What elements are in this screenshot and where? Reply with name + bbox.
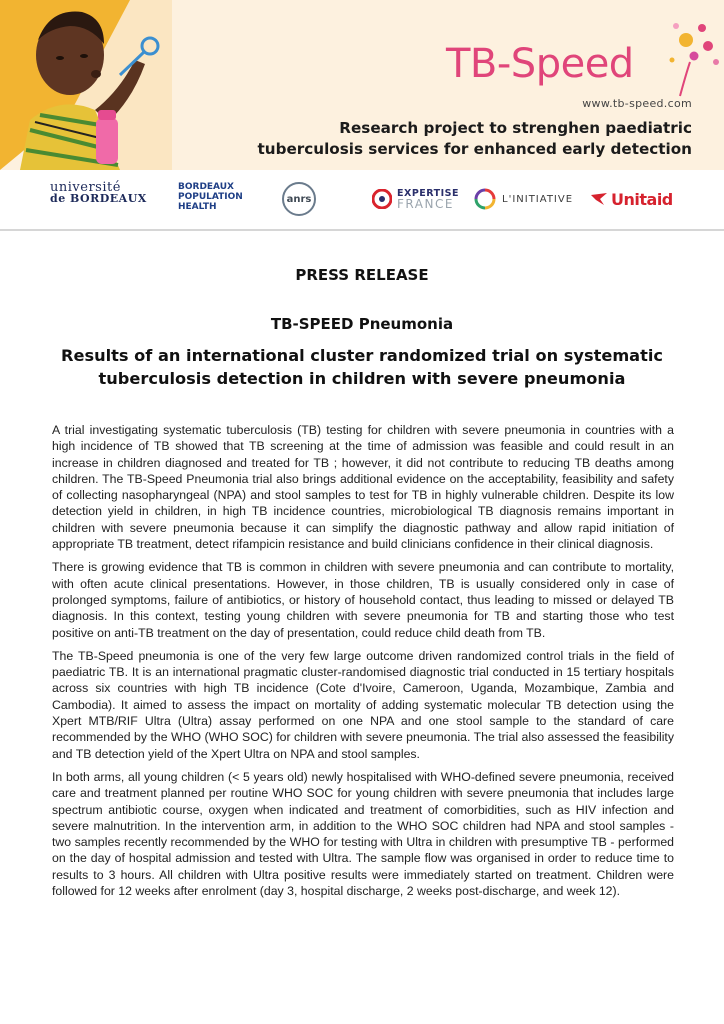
document-subtitle: TB-SPEED Pneumonia [270, 315, 454, 333]
initiative-ring-icon [474, 188, 496, 210]
unitaid-logo: Unitaid [590, 182, 673, 216]
partner-logos [0, 170, 724, 228]
paragraph: The TB-Speed pneumonia is one of the very few large outcome driven randomized control trials in the field of paediatric TB. It is an international pragmatic cluster-randomised diagnostic trial conducted in 15 tertiary hospitals across six countries with high TB incidence (Cote d'Ivoire, Cameroon, Uganda, Mozambique, Zambia and Cambodia). It aimed to assess the impact on mortality of adding systematic molecular TB detection using the Xpert MTB/RIF Ultra (Ultra) assay performed on one NPA and one stool sample to the standard of care recommended by the WHO (WHO SOC) for children with severe pneumonia. The trial also assessed the feasibility and TB detection yield of the Xpert Ultra on NPA and stool samples. [52, 648, 674, 761]
body-content [52, 422, 674, 906]
header-banner [0, 0, 724, 170]
title-line-1: Results of an international cluster randomized trial on systematic [61, 346, 663, 365]
l-initiative-logo: L'INITIATIVE [474, 182, 573, 216]
project-tagline [258, 118, 692, 160]
header-divider [0, 229, 724, 231]
expertise-france-logo: EXPERTISE FRANCE [372, 182, 459, 216]
expertise-france-icon [372, 189, 392, 209]
universite-bordeaux-logo: université de BORDEAUX [50, 180, 147, 205]
paragraph: There is growing evidence that TB is common in children with severe pneumonia and can contribute to mortality, with often acute clinical presentations. However, in those children, TB is usually considered only in case of prolonged symptoms, failure of antibiotics, or history of household contact, thus leading to missed or delayed TB diagnosis. In this context, testing young children with severe pneumonia for TB and starting those who test positive on anti-TB treatment on the day of presentation, could reduce child death from TB. [52, 560, 674, 640]
paragraph: A trial investigating systematic tuberculosis (TB) testing for children with severe pneumonia in countries with a high incidence of TB showed that TB screening at the time of admission was feasible and could result in an increase in children diagnosed and treated for TB ; however, it did not contribute to reducing TB deaths among children. The TB-Speed Pneumonia trial also brings additional evidence on the acceptability, feasibility and safety of collecting nasopharyngeal (NPA) and stool samples to test for TB in highly vulnerable children. Despite its low detection yield in children, in high TB incidence countries, microbiological TB diagnosis remains important in children with severe pneumonia because it can simplify the diagnostic pathway and allow rapid initiation of appropriate TB treatment, detect rifampicin resistance and build clinicians confidence in their clinical diagnosis. [52, 423, 674, 552]
tb-speed-logo [440, 18, 724, 98]
bubbles-icon [650, 18, 724, 98]
child-photo [0, 0, 172, 170]
bordeaux-population-health-logo: BORDEAUX POPULATION HEALTH [178, 182, 243, 212]
tagline-line-2: tuberculosis services for enhanced early detection [257, 140, 692, 158]
document-title [0, 344, 724, 390]
unitaid-swoosh-icon [590, 191, 608, 207]
brand-name: TB-Speed [446, 41, 634, 87]
tagline-line-1: Research project to strenghen paediatric [339, 119, 692, 137]
title-line-2: tuberculosis detection in children with severe pneumonia [98, 369, 626, 388]
website-url[interactable]: www.tb-speed.com [582, 97, 692, 110]
anrs-logo: anrs [282, 182, 316, 216]
press-release-heading: PRESS RELEASE [295, 266, 429, 284]
paragraph: In both arms, all young children (< 5 years old) newly hospitalised with WHO-defined severe pneumonia, received care and treatment planned per routine WHO SOC for young children with severe pneumonia that includes large spectrum antibiotic course, oxygen when indicated and treatment of comorbidities, such as HIV infection and severe malnutrition. In the intervention arm, in addition to the WHO SOC children had NPA and stool samples - two samples recently recommended by the WHO for testing with Ultra in children with presumptive TB - performed on the day of hospital admission and tested with Ultra. The sample flow was organised in order to reduce time to results to 3 hours. All children with Ultra positive results were immediately started on treatment. Children were followed for 12 weeks after enrolment (day 3, hospital discharge, 2 weeks post-discharge, and week 12). [52, 769, 674, 899]
